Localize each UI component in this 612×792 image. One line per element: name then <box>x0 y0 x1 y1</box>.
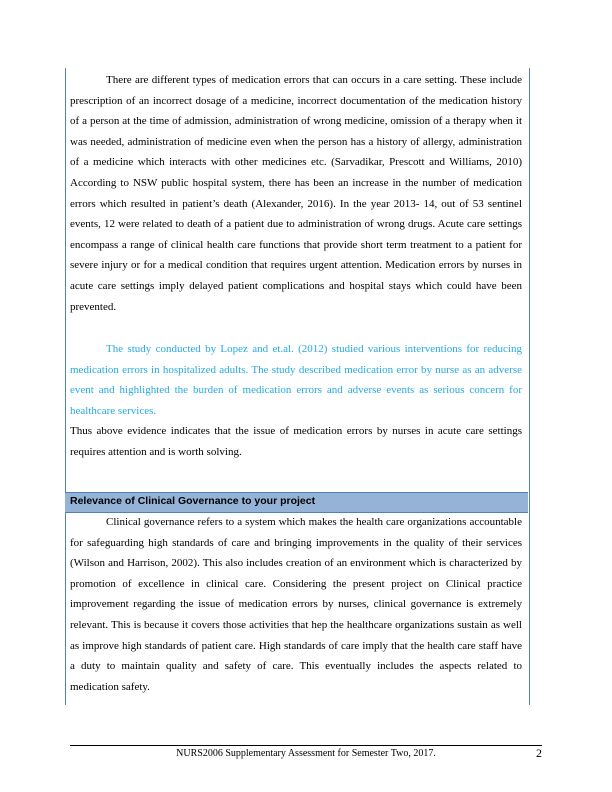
paragraph-lopez-study <box>70 339 522 421</box>
page-number: 2 <box>536 746 542 760</box>
paragraph-2-text: The study conducted by Lopez and et.al. (2012) studied various interventions for reducing medication errors in hospitalized adults. The study described medication error by nurse as an adverse event and highlighted the burden of medication errors and adverse events as serious concern for healthcare services. <box>70 343 522 417</box>
paragraph-4-text: Clinical governance refers to a system which makes the health care organizations accountable for safeguarding high standards of care and bringing improvements in the quality of their services (Wilson and Harrison, 2002). This also includes creation of an environment which is characterized by promotion of excellence in clinical care. Considering the present project on Clinical practice improvement regarding the issue of medication errors by nurses, clinical governance is extremely relevant. This is because it covers those activities that hep the healthcare organizations sustain as well as improve high standards of patient care. High standards of care imply that the health care staff have a duty to maintain quality and safety of care. This eventually includes the aspects related to medication safety. <box>70 516 522 693</box>
paragraph-evidence-summary: Thus above evidence indicates that the issue of medication errors by nurses in acute care settings requires attention and is worth solving. <box>70 425 522 458</box>
paragraph-medication-error-types <box>70 70 522 317</box>
footer-divider <box>70 745 542 746</box>
footer-text: NURS2006 Supplementary Assessment for Semester Two, 2017. <box>176 748 436 759</box>
section-heading-clinical-governance: Relevance of Clinical Governance to your project <box>65 492 528 513</box>
paragraph-clinical-governance <box>70 512 522 697</box>
paragraph-1-text: There are different types of medication errors that can occurs in a care setting. These include prescription of an incorrect dosage of a medicine, incorrect documentation of the medication history of a person at the time of admission, administration of wrong medicine, omission of a therapy when it was needed, administration of medicine even when the person has a history of allergy, administration of a medicine which interacts with other medicines etc. (Sarvadikar, Prescott and Williams, 2010) According to NSW public hospital system, there has been an increase in the number of medication errors which resulted in patient’s death (Alexander, 2016). In the year 2013- 14, out of 53 sentinel events, 12 were related to death of a patient due to administration of wrong drugs. Acute care settings encompass a range of clinical health care functions that provide short term treatment to a patient for severe injury or for a medical condition that requires urgent attention. Medication errors by nurses in acute care settings imply delayed patient complications and hospital stays which could have been prevented. <box>70 74 522 313</box>
